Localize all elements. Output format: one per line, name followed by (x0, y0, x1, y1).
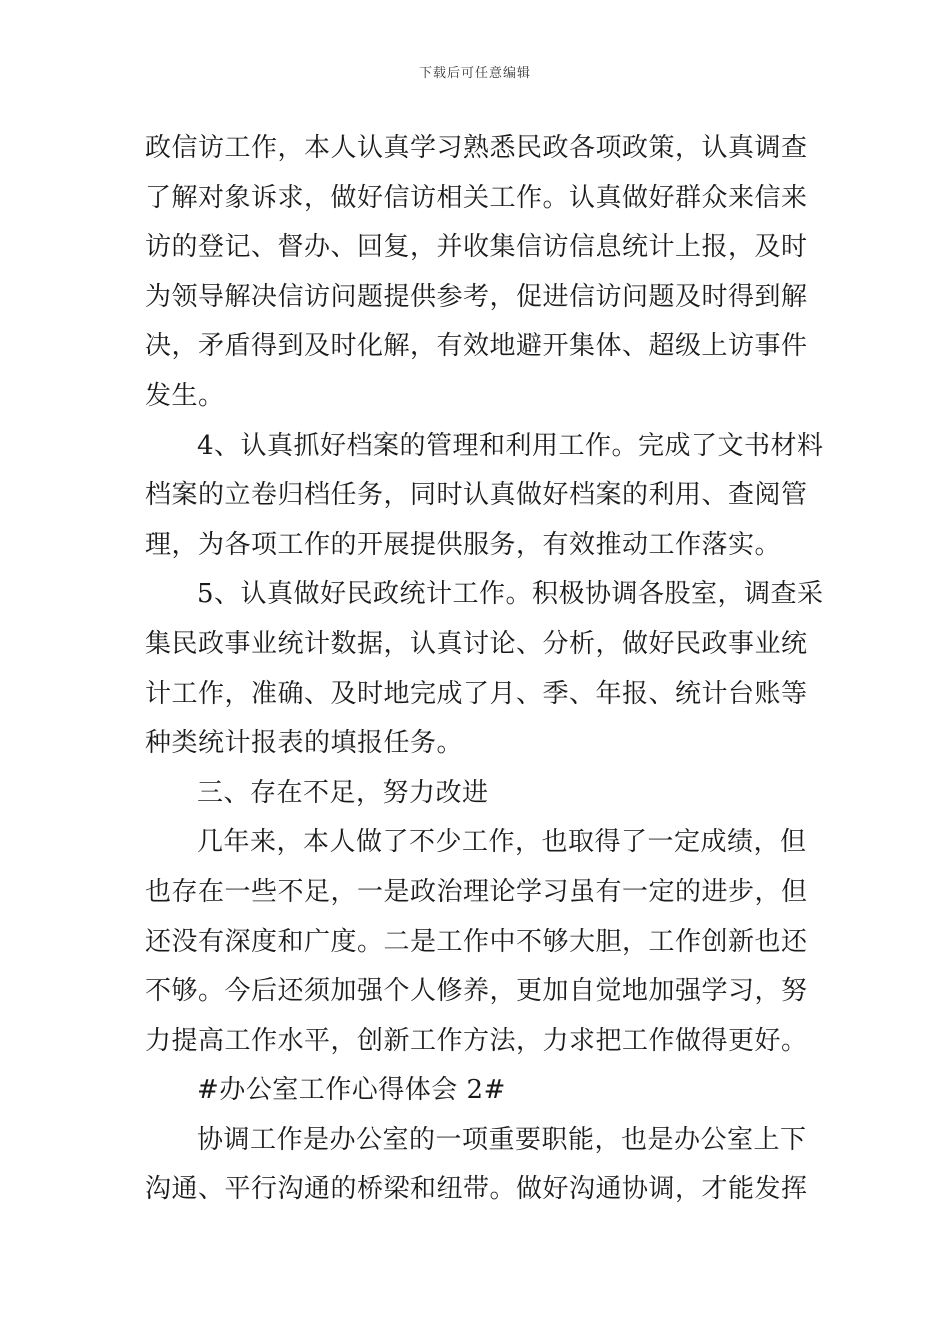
text-line: 几年来，本人做了不少工作，也取得了一定成绩，但 (197, 827, 807, 858)
text-line: 访的登记、督办、回复，并收集信访信息统计上报，及时 (145, 232, 808, 263)
text-line: 了解对象诉求，做好信访相关工作。认真做好群众来信来 (145, 182, 808, 213)
page-header: 下载后可任意编辑 (418, 66, 531, 81)
paragraph-heading-4: 4、认真抓好档案的管理和利用工作。完成了文书材料 (197, 430, 824, 461)
text-line: 还没有深度和广度。二是工作中不够大胆，工作创新也还 (145, 926, 808, 957)
article-title: #办公室工作心得体会 2# (197, 1075, 506, 1106)
text-line: 计工作，准确、及时地完成了月、季、年报、统计台账等 (145, 678, 808, 709)
text-line: 协调工作是办公室的一项重要职能，也是办公室上下 (197, 1124, 807, 1155)
text-line: 政信访工作，本人认真学习熟悉民政各项政策，认真调查 (145, 133, 808, 163)
text-line: 不够。今后还须加强个人修养，更加自觉地加强学习，努 (145, 976, 808, 1007)
text-line: 力提高工作水平，创新工作方法，力求把工作做得更好。 (145, 1025, 808, 1056)
section-heading: 三、存在不足，努力改进 (197, 777, 489, 808)
text-line: 沟通、平行沟通的桥梁和纽带。做好沟通协调，才能发挥 (145, 1174, 808, 1205)
text-line: 档案的立卷归档任务，同时认真做好档案的利用、查阅管 (145, 480, 808, 511)
text-line: 发生。 (145, 380, 225, 411)
paragraph-heading-5: 5、认真做好民政统计工作。积极协调各股室，调查采 (197, 579, 824, 610)
text-line: 为领导解决信访问题提供参考，促进信访问题及时得到解 (145, 281, 808, 312)
text-line: 种类统计报表的填报任务。 (145, 728, 464, 759)
text-line: 理，为各项工作的开展提供服务，有效推动工作落实。 (145, 529, 782, 560)
text-line: 也存在一些不足，一是政治理论学习虽有一定的进步，但 (145, 876, 808, 907)
text-line: 集民政事业统计数据，认真讨论、分析，做好民政事业统 (145, 628, 808, 659)
text-line: 决，矛盾得到及时化解，有效地避开集体、超级上访事件 (145, 331, 808, 362)
body-text (145, 124, 824, 1215)
